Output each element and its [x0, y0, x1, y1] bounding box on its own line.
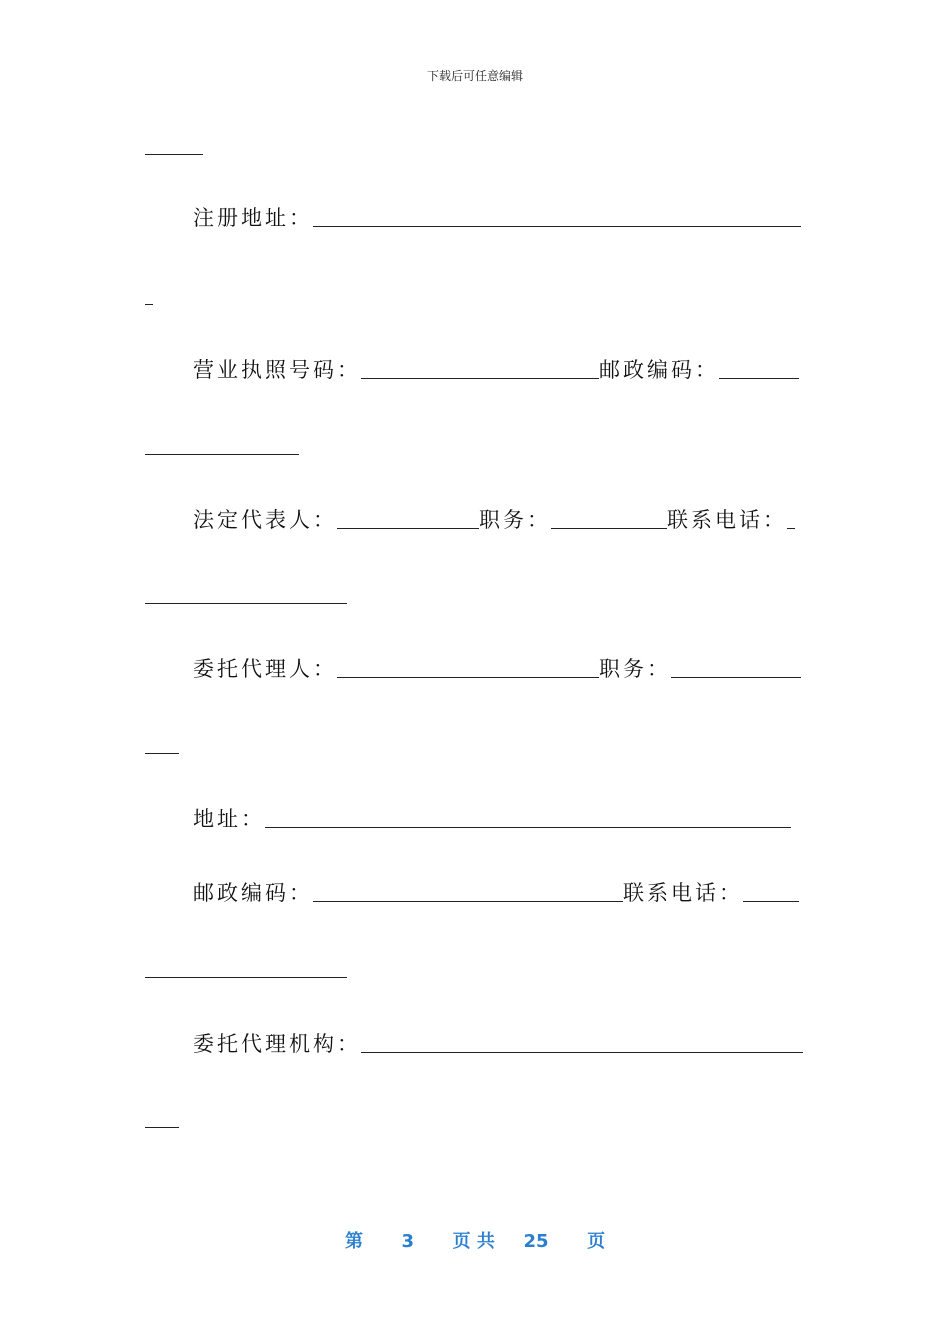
- footer-mid: 页 共: [452, 1231, 495, 1252]
- phone-blank-2[interactable]: [743, 900, 799, 902]
- address-label: 地址：: [193, 807, 265, 831]
- page-header: 下载后可任意编辑: [426, 69, 523, 83]
- agency-blank[interactable]: [361, 1051, 803, 1053]
- footer-suffix: 页: [587, 1231, 606, 1252]
- footer-total-pages: 25: [523, 1231, 549, 1252]
- position-label: 职务：: [479, 508, 551, 532]
- legal-rep-blank[interactable]: [337, 527, 479, 529]
- agency-row: [193, 1034, 803, 1055]
- reg-address-row: [193, 208, 801, 229]
- page-footer: [0, 1227, 950, 1253]
- legal-rep-row: [193, 510, 795, 531]
- reg-address-label: 注册地址：: [193, 206, 313, 230]
- postcode-label-2: 邮政编码：: [193, 881, 313, 905]
- legal-rep-label: 法定代表人：: [193, 508, 337, 532]
- agency-label: 委托代理机构：: [193, 1032, 361, 1056]
- continuation-underline: [145, 753, 179, 754]
- continuation-underline: [145, 977, 347, 978]
- continuation-underline: [145, 304, 153, 305]
- postcode-blank-2[interactable]: [313, 900, 623, 902]
- continuation-underline: [145, 454, 299, 455]
- agent-blank[interactable]: [337, 676, 599, 678]
- phone-blank[interactable]: [787, 527, 795, 529]
- address-row: [193, 809, 791, 830]
- license-row: [193, 360, 799, 381]
- continuation-underline: [145, 603, 347, 604]
- footer-page-number: 3: [401, 1231, 415, 1252]
- continuation-underline: [145, 1127, 179, 1128]
- agent-position-label: 职务：: [599, 657, 671, 681]
- phone-label: 联系电话：: [667, 508, 787, 532]
- reg-address-blank[interactable]: [313, 225, 801, 227]
- agent-label: 委托代理人：: [193, 657, 337, 681]
- footer-prefix: 第: [344, 1231, 363, 1252]
- continuation-underline: [145, 154, 203, 155]
- agent-position-blank[interactable]: [671, 676, 801, 678]
- agent-row: [193, 659, 801, 680]
- postcode-phone-row: [193, 883, 799, 904]
- license-label: 营业执照号码：: [193, 358, 361, 382]
- postcode-label: 邮政编码：: [599, 358, 719, 382]
- address-blank[interactable]: [265, 826, 791, 828]
- postcode-blank[interactable]: [719, 377, 799, 379]
- phone-label-2: 联系电话：: [623, 881, 743, 905]
- license-blank[interactable]: [361, 377, 599, 379]
- position-blank[interactable]: [551, 527, 667, 529]
